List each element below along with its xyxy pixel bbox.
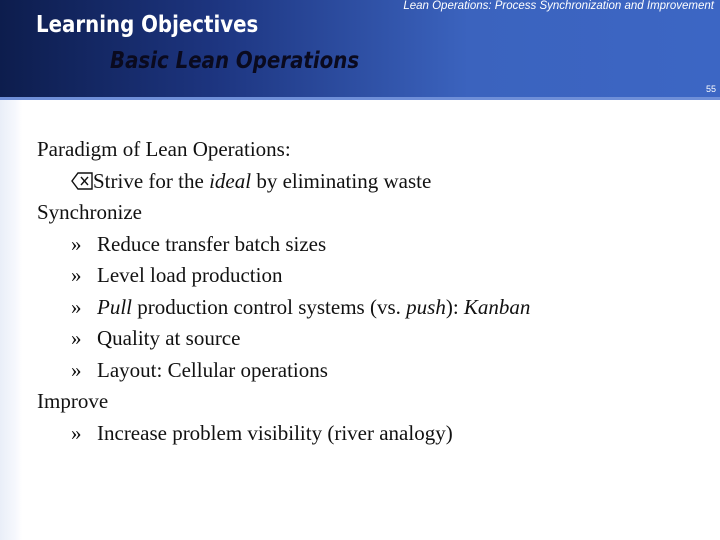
improve-heading: Improve [37, 389, 109, 413]
list-item [37, 323, 530, 355]
list-item [37, 229, 530, 261]
list-item [37, 418, 530, 450]
list-item [37, 166, 530, 198]
slide-title: Basic Lean Operations [110, 48, 360, 74]
list-item-text: Layout: Cellular operations [97, 357, 328, 382]
slide-number: 55 [705, 84, 716, 94]
paradigm-heading: Paradigm of Lean Operations: [37, 137, 291, 161]
pull-term: Pull [97, 294, 132, 319]
list-item-text: Reduce transfer batch sizes [97, 231, 327, 256]
list-item-text: Increase problem visibility (river analogy) [97, 420, 453, 445]
bullet: » [71, 357, 82, 382]
synchronize-heading: Synchronize [37, 200, 142, 224]
list-item [37, 260, 530, 292]
bullet: » [71, 294, 82, 319]
bullet: » [71, 263, 82, 287]
section-title: Learning Objectives [36, 12, 259, 38]
bullet: » [71, 231, 82, 256]
bullet: » [71, 326, 82, 350]
bullet: » [71, 420, 82, 445]
kanban-term: Kanban [463, 294, 531, 319]
paradigm-item-emphasis: ideal [209, 168, 252, 193]
list-item-text: production control systems (vs. [132, 294, 407, 319]
delete-left-icon [71, 172, 93, 190]
paradigm-item-pre: Strive for the [93, 168, 210, 193]
header-divider [0, 97, 720, 100]
list-item-text: ): [445, 294, 464, 319]
paradigm-item-post: by eliminating waste [251, 168, 432, 193]
push-term: push [406, 294, 446, 319]
side-strip [0, 100, 22, 540]
list-item-text: Level load production [97, 263, 283, 287]
course-title: Lean Operations: Process Synchronization and Improvement [403, 0, 714, 12]
list-item-text: Quality at source [97, 326, 241, 350]
slide-content [37, 134, 530, 449]
list-item [37, 355, 530, 387]
list-item [37, 292, 530, 324]
